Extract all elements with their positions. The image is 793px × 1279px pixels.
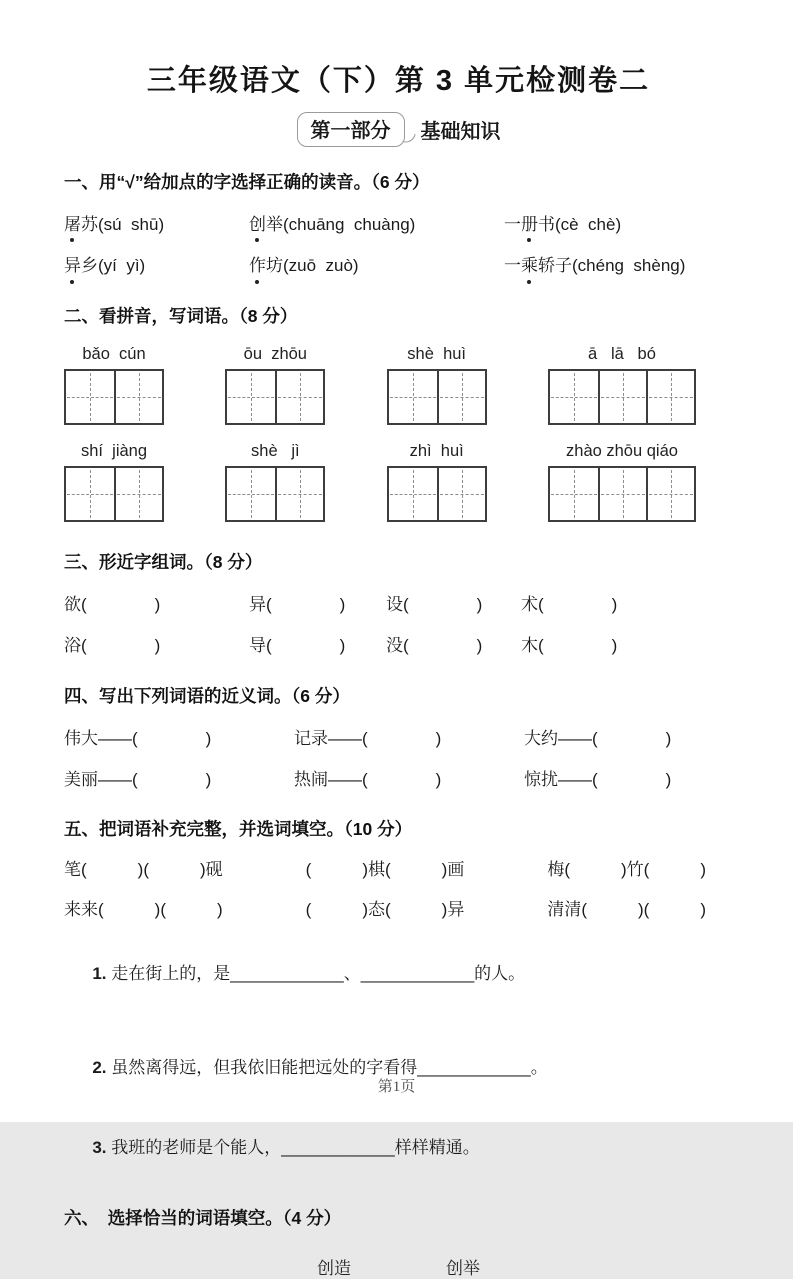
pinyin-label: shè huì [407,344,467,363]
dotted-char: 乘 [521,256,538,276]
q3-item: 术( ) [521,594,618,614]
dotted-char: 册 [521,215,538,234]
section-header [64,112,733,147]
q4-heading: 四、写出下列词语的近义词。（6 分） [64,685,350,706]
pinyin-label: shè jì [251,441,300,460]
q5-group: ( )态( )异 [305,899,465,919]
q5-row-2 [64,900,706,920]
q3-row-2 [64,636,733,656]
dotted-char: 创 [249,215,266,234]
q4-item: 伟大——( ) [64,728,212,748]
q3-item: 没( ) [386,636,483,656]
grid-cell [646,468,694,520]
q3-heading: 三、形近字组词。（8 分） [64,551,263,572]
grid-cell [114,371,162,423]
q1-item: 异乡(yí yì) [64,256,146,276]
page-title: 三年级语文（下）第 3 单元检测卷二 [146,65,651,97]
writing-grid [387,466,487,522]
grid-cell [227,468,275,520]
q6-heading: 六、 选择恰当的词语填空。（4 分） [64,1207,342,1228]
grid-cell [66,371,114,423]
pinyin-label: zhì huì [409,441,464,460]
q1-item: 一乘轿子(chéng shèng) [504,256,686,276]
q1-row-2 [64,256,733,276]
q3-item: 异( ) [249,594,346,614]
q4-row-2 [64,770,733,790]
page-number: 第1页 [377,1079,416,1095]
grid-cell [389,468,437,520]
q1-item: 一册书(cè chè) [504,215,622,234]
word-option: 创造 [317,1258,351,1278]
pinyin-group [548,442,696,522]
q1-item: 作坊(zuō zuò) [249,256,359,276]
pinyin-group [64,345,164,425]
q6-word-options [64,1254,733,1279]
pinyin-label: ā lā bó [588,344,656,363]
writing-grid [387,369,487,425]
q2-heading: 二、看拼音，写词语。（8 分） [64,305,298,326]
grid-cell [66,468,114,520]
grid-cell [598,371,646,423]
q4-item: 热闹——( ) [294,769,442,789]
q5-fill-item-1 [64,937,733,1011]
writing-grid [225,466,325,522]
q5-group: 来来( )( ) [64,899,223,919]
grid-cell [550,371,598,423]
part-title: 基础知识 [420,121,501,143]
q3-item: 设( ) [386,594,483,614]
grid-cell [275,468,323,520]
q4-item: 美丽——( ) [64,769,212,789]
writing-grid [548,466,696,522]
q5-group: 笔( )( )砚 [64,860,223,880]
pinyin-label: shí jiàng [80,441,148,460]
grid-cell [114,468,162,520]
grid-cell [437,468,485,520]
part-badge: 第一部分 [297,112,405,147]
pinyin-group [387,442,487,522]
fill-number: 2. [92,1057,107,1077]
q1-item: 屠苏(sú shū) [64,215,165,234]
q3-item: 欲( ) [64,594,161,614]
dotted-char: 作 [249,256,266,276]
pinyin-group [387,345,487,425]
fill-text: 虽然离得远，但我依旧能把远处的字看得____________。 [106,1057,548,1077]
q1-row-1 [64,215,733,235]
q1-heading: 一、用“√”给加点的字选择正确的读音。（6 分） [64,172,430,192]
grid-cell [646,371,694,423]
q2-row-2 [64,442,696,522]
q1-item: 创举(chuāng chuàng) [249,215,416,234]
q5-fill-item-3 [64,1111,733,1185]
grid-cell [598,468,646,520]
q2-row-1 [64,345,696,425]
q4-row-1 [64,729,733,749]
q3-item: 木( ) [521,636,618,656]
q5-heading: 五、把词语补充完整，并选词填空。（10 分） [64,819,413,840]
pinyin-group [225,345,325,425]
dotted-char: 异 [64,256,81,276]
fill-text: 我班的老师是个能人，____________样样精通。 [106,1137,480,1157]
grid-cell [437,371,485,423]
writing-grid [548,369,696,425]
pinyin-group [225,442,325,522]
q4-item: 惊扰——( ) [524,769,672,789]
dotted-char: 屠 [64,215,81,234]
q4-item: 记录——( ) [294,728,442,748]
writing-grid [225,369,325,425]
pinyin-label: zhào zhōu qiáo [566,441,678,460]
q3-row-1 [64,595,733,615]
grid-cell [227,371,275,423]
q3-item: 浴( ) [64,636,161,656]
grid-cell [389,371,437,423]
q5-row-1 [64,860,706,880]
pinyin-group [548,345,696,425]
fill-number: 3. [92,1137,107,1157]
q5-group: 清清( )( ) [547,899,706,919]
pinyin-label: ōu zhōu [243,344,307,363]
grid-cell [275,371,323,423]
writing-grid [64,466,164,522]
fill-text: 走在街上的，是____________、____________的人。 [106,963,526,983]
q3-item: 导( ) [249,636,346,656]
q5-group: ( )棋( )画 [305,860,465,880]
writing-grid [64,369,164,425]
q4-item: 大约——( ) [524,728,672,748]
grid-cell [550,468,598,520]
pinyin-group [64,442,164,522]
word-option: 创举 [446,1258,480,1278]
pinyin-label: bǎo cún [82,344,146,363]
fill-number: 1. [92,963,107,983]
q5-group: 梅( )竹( ) [547,860,706,880]
